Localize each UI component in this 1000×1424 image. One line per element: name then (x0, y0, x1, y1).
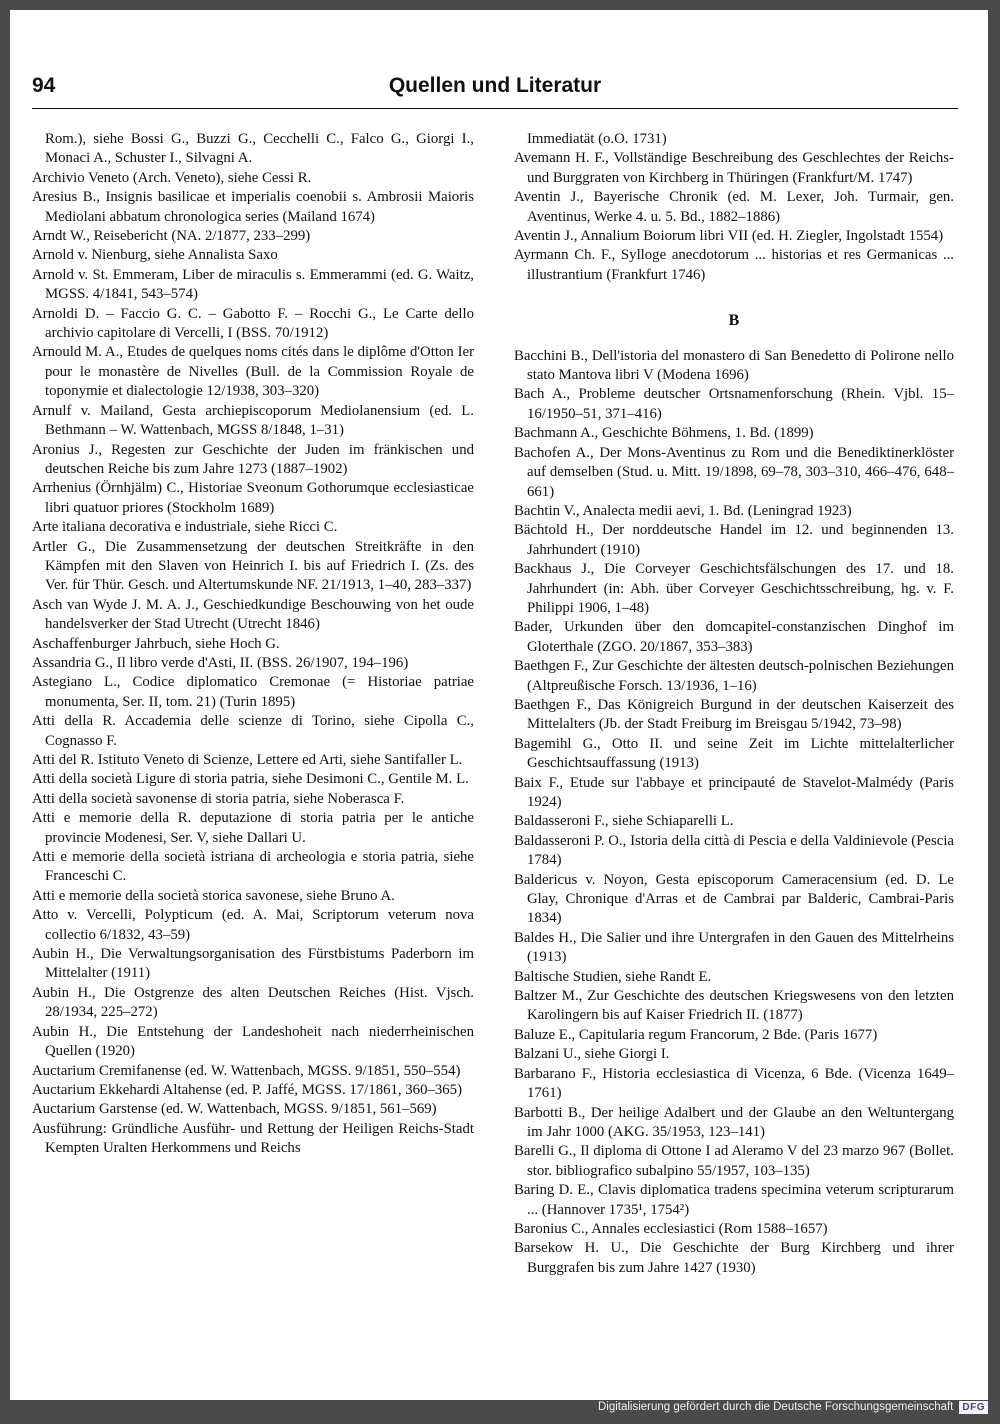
footer-text: Digitalisierung gefördert durch die Deutsche Forschungsgemeinschaft (597, 1401, 954, 1413)
bibliography-entry: Aschaffenburger Jahrbuch, siehe Hoch G. (32, 635, 280, 652)
bibliography-entry: Artler G., Die Zusammensetzung der deutschen Streitkräfte in den Kämpfen mit den Slaven von Heinrich I. bis auf Friedrich I. (Zs. des Ver. für Thür. Gesch. und Altertumskunde NF. 21/1913, 1–40, 283–337) (32, 538, 474, 594)
bibliography-entry: Atto v. Vercelli, Polypticum (ed. A. Mai, Scriptorum veterum nova collectio 6/1832, 43–59) (32, 907, 474, 943)
bibliography-entry: Auctarium Garstense (ed. W. Wattenbach, MGSS. 9/1851, 561–569) (32, 1101, 437, 1118)
bibliography-entry: Asch van Wyde J. M. A. J., Geschiedkundige Beschouwing von het oude handelsverker der Stad Utrecht (Utrecht 1846) (32, 596, 474, 633)
bibliography-entry: Arndt W., Reisebericht (NA. 2/1877, 233–299) (32, 228, 311, 245)
bibliography-entry: Bachmann A., Geschichte Böhmens, 1. Bd. (1899) (514, 425, 814, 442)
bibliography-entry: Aubin H., Die Ostgrenze des alten Deutschen Reiches (Hist. Vjsch. 28/1934, 225–272) (32, 984, 474, 1021)
running-title: Quellen und Literatur (388, 74, 602, 97)
right-column-b-entries (514, 347, 954, 1279)
bibliography-entry: Baldericus v. Noyon, Gesta episcoporum Cameracensium (ed. D. Le Glay, Chronique d'Arras et de Cambrai par Balderic, Cambrai-Paris 1834) (514, 871, 954, 927)
bibliography-entry: Baltzer M., Zur Geschichte des deutschen Kriegswesens von den letzten Karolingern bis auf Kaiser Friedrich II. (1877) (514, 988, 954, 1024)
header-rule (32, 108, 958, 109)
bibliography-entry: Baldasseroni F., siehe Schiaparelli L. (514, 813, 734, 830)
bibliography-entry: Aubin H., Die Entstehung der Landeshoheit nach niederrheinischen Quellen (1920) (32, 1023, 474, 1060)
bibliography-entry: Auctarium Ekkehardi Altahense (ed. P. Jaffé, MGSS. 17/1861, 360–365) (32, 1081, 463, 1098)
bibliography-entry: Arnold v. Nienburg, siehe Annalista Saxo (32, 247, 278, 264)
bibliography-entry: Barsekow H. U., Die Geschichte der Burg Kirchberg und ihrer Burggrafen bis zum Jahre 1427 (1930) (514, 1240, 954, 1276)
bibliography-entry: Bagemihl G., Otto II. und seine Zeit im Lichte mittelalterlicher Geschichtsauffassung (1913) (514, 735, 954, 772)
bibliography-entry: Atti della R. Accademia delle scienze di Torino, siehe Cipolla C., Cognasso F. (32, 713, 474, 749)
bibliography-entry: Baldes H., Die Salier und ihre Untergrafen in den Gauen des Mittelrheins (1913) (514, 929, 954, 966)
bibliography-entry: Baldasseroni P. O., Istoria della città di Pescia e della Valdinievole (Pescia 1784) (514, 832, 954, 869)
bibliography-entry: Auctarium Cremifanense (ed. W. Wattenbach, MGSS. 9/1851, 550–554) (32, 1062, 461, 1079)
bibliography-entry: Atti della società Ligure di storia patria, siehe Desimoni C., Gentile M. L. (32, 771, 469, 788)
bibliography-entry: Baltische Studien, siehe Randt E. (514, 968, 712, 985)
bibliography-entry: Arnold v. St. Emmeram, Liber de miraculis s. Emmerammi (ed. G. Waitz, MGSS. 4/1841, 543–574) (32, 266, 474, 303)
left-column (32, 130, 474, 1159)
bibliography-entry: Arnould M. A., Etudes de quelques noms cités dans le diplôme d'Otton Ier pour le monastère de Nivelles (Bull. de la Commission Royale de toponymie et dialectologie 12/1938, 303–320) (32, 344, 474, 400)
bibliography-entry: Baix F., Etude sur l'abbaye et principauté de Stavelot-Malmédy (Paris 1924) (514, 774, 954, 810)
bibliography-entry: Atti della società savonense di storia patria, siehe Noberasca F. (32, 790, 405, 807)
scanned-page (10, 10, 988, 1400)
bibliography-entry: Immediatät (o.O. 1731) (527, 131, 667, 147)
bibliography-entry: Aubin H., Die Verwaltungsorganisation des Fürstbistums Paderborn im Mittelalter (1911) (32, 946, 474, 982)
bibliography-entry: Aronius J., Regesten zur Geschichte der Juden im fränkischen und deutschen Reiche bis zum Jahre 1273 (1887–1902) (32, 441, 474, 477)
bibliography-entry: Bachofen A., Der Mons-Aventinus zu Rom und die Benediktinerklöster auf demselben (Stud. u. Mitt. 19/1898, 69–78, 303–310, 466–476, 648–661) (514, 444, 954, 500)
bibliography-entry: Arte italiana decorativa e industriale, siehe Ricci C. (32, 519, 338, 536)
bibliography-entry: Baring D. E., Clavis diplomatica tradens specimina veterum scripturarum ... (Hannover 1735¹, 1754²) (514, 1182, 954, 1218)
bibliography-entry: Balzani U., siehe Giorgi I. (514, 1046, 670, 1063)
bibliography-entry: Atti e memorie della società storica savonese, siehe Bruno A. (32, 887, 395, 904)
bibliography-entry: Bader, Urkunden über den domcapitel-constanzischen Dinghof im Gloterthale (ZGO. 20/1867, 353–383) (514, 619, 954, 655)
page-number: 94 (32, 74, 56, 97)
section-letter: B (728, 312, 740, 330)
bibliography-entry: Aventin J., Annalium Boiorum libri VII (ed. H. Ziegler, Ingolstadt 1554) (514, 228, 944, 245)
bibliography-entry: Rom.), siehe Bossi G., Buzzi G., Cecchelli C., Falco G., Giorgi I., Monaci A., Schuster I., Silvagni A. (45, 131, 474, 167)
bibliography-entry: Backhaus J., Die Corveyer Geschichtsfälschungen des 17. und 18. Jahrhundert (in: Abh. über Corveyer Geschichtsschreibung, hg. v. F. Philippi 1906, 1–48) (514, 561, 954, 616)
bibliography-entry: Atti e memorie della società istriana di archeologia e storia patria, siehe Franceschi C. (32, 849, 474, 885)
right-column-a-entries (514, 130, 954, 285)
bibliography-entry: Ayrmann Ch. F., Sylloge anecdotorum ... historias et res Germanicas ... illustrantium (Frankfurt 1746) (514, 247, 954, 283)
bibliography-entry: Barbarano F., Historia ecclesiastica di Vicenza, 6 Bde. (Vicenza 1649–1761) (514, 1065, 954, 1102)
bibliography-entry: Baluze E., Capitularia regum Francorum, 2 Bde. (Paris 1677) (514, 1026, 878, 1043)
page-header (32, 74, 958, 108)
bibliography-entry: Barbotti B., Der heilige Adalbert und der Glaube an den Weltuntergang im Jahr 1000 (AKG. 35/1953, 123–141) (514, 1104, 954, 1140)
bibliography-entry: Assandria G., Il libro verde d'Asti, II. (BSS. 26/1907, 194–196) (32, 654, 409, 671)
bibliography-entry: Arnulf v. Mailand, Gesta archiepiscoporum Mediolanensium (ed. L. Bethmann – W. Wattenbach, MGSS 8/1848, 1–31) (32, 402, 474, 439)
bibliography-entry: Aventin J., Bayerische Chronik (ed. M. Lexer, Joh. Turmair, gen. Aventinus, Werke 4. u. 5. Bd., 1882–1886) (514, 189, 954, 225)
bibliography-entry: Baethgen F., Zur Geschichte der ältesten deutsch-polnischen Beziehungen (Altpreußische Forsch. 13/1936, 1–16) (514, 658, 954, 694)
footer-credit (598, 1398, 988, 1416)
bibliography-entry: Baronius C., Annales ecclesiastici (Rom 1588–1657) (514, 1220, 828, 1237)
bibliography-entry: Baethgen F., Das Königreich Burgund in der deutschen Kaiserzeit des Mittelalters (Jb. der Stadt Freiburg im Breisgau 5/1942, 73–98) (514, 696, 954, 733)
bibliography-entry: Ausführung: Gründliche Ausführ- und Rettung der Heiligen Reichs-Stadt Kempten Uralten Herkommens und Reichs (32, 1120, 474, 1157)
bibliography-entry: Arrhenius (Örnhjälm) C., Historiae Sveonum Gothorumque ecclesiasticae libri quatuor priores (Stockholm 1689) (32, 480, 474, 516)
bibliography-entry: Bacchini B., Dell'istoria del monastero di San Benedetto di Polirone nello stato Mantova libri V (Modena 1696) (514, 347, 954, 384)
bibliography-entry: Bach A., Probleme deutscher Ortsnamenforschung (Rhein. Vjbl. 15–16/1950–51, 371–416) (514, 386, 954, 422)
bibliography-entry: Archivio Veneto (Arch. Veneto), siehe Cessi R. (32, 169, 312, 186)
bibliography-entry: Astegiano L., Codice diplomatico Cremonae (= Historiae patriae monumenta, Ser. II, tom. 21) (Turin 1895) (32, 674, 474, 710)
bibliography-entry: Atti del R. Istituto Veneto di Scienze, Lettere ed Arti, siehe Santifaller L. (32, 752, 463, 768)
dfg-logo-icon: DFG (959, 1401, 988, 1414)
bibliography-entry: Bachtin V., Analecta medii aevi, 1. Bd. (Leningrad 1923) (514, 502, 852, 519)
bibliography-entry: Arnoldi D. – Faccio G. C. – Gabotto F. – Rocchi G., Le Carte dello archivio capitolare di Vercelli, I (BSS. 70/1912) (32, 305, 474, 342)
right-column (514, 130, 954, 1278)
bibliography-entry: Atti e memorie della R. deputazione di storia patria per le antiche provincie Modenesi, Ser. V, siehe Dallari U. (32, 810, 474, 846)
bibliography-entry: Bächtold H., Der norddeutsche Handel im 12. und beginnenden 13. Jahrhundert (1910) (514, 522, 954, 558)
bibliography-entry: Barelli G., Il diploma di Ottone I ad Aleramo V del 23 marzo 967 (Bollet. stor. bibliografico subalpino 55/1957, 103–135) (514, 1143, 954, 1179)
bibliography-entry: Aresius B., Insignis basilicae et imperialis coenobii s. Ambrosii Maioris Mediolani abbatum chronologica series (Mailand 1674) (32, 189, 474, 225)
bibliography-entry: Avemann H. F., Vollständige Beschreibung des Geschlechtes der Reichs- und Burggraten von Kirchberg in Thüringen (Frankfurt/M. 1747) (514, 150, 954, 186)
